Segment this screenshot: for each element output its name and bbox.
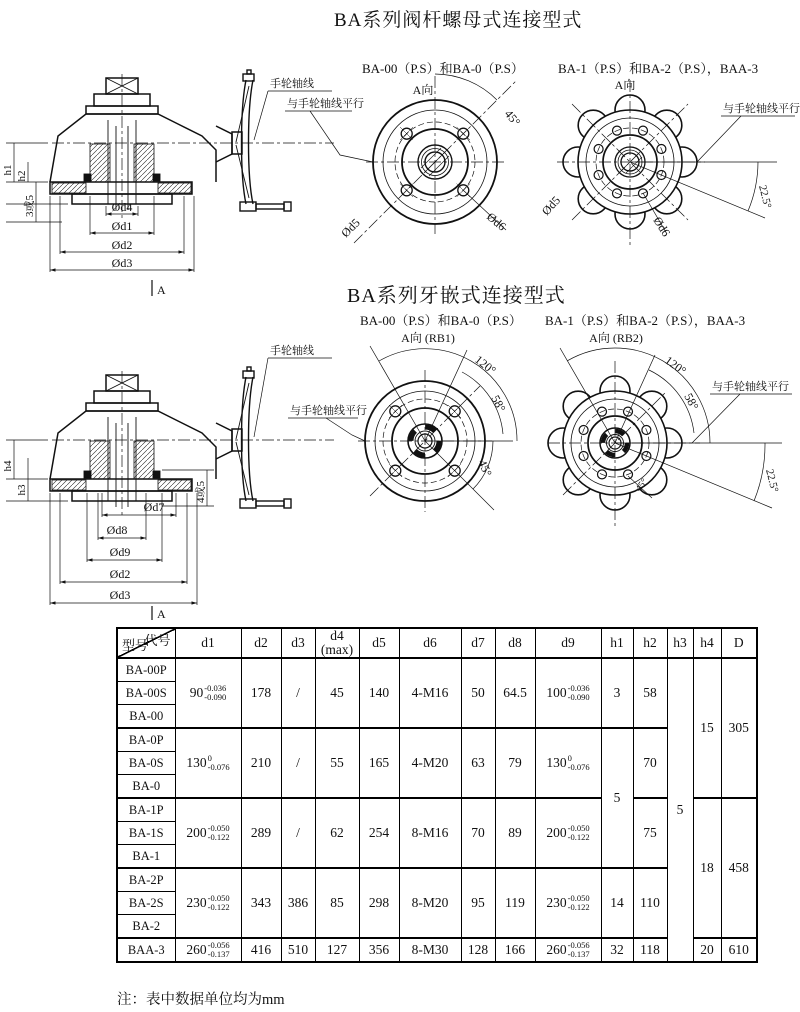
d9-sup: -0.036 [567,683,590,694]
subtitle-s2-large: BA-1（P.S）和BA-2（P.S），BAA-3 [545,313,746,328]
value-cell: 127 [315,938,359,962]
value-cell: 63 [461,728,495,798]
value-cell: 140 [359,658,399,728]
dim-d6-label: Ød6 [484,209,509,234]
model-cell: BA-1P [117,798,175,822]
model-cell: BA-0P [117,728,175,752]
value-cell: 8-M30 [399,938,461,962]
value-cell: 89 [495,798,535,868]
d9-base: 230 [546,895,567,911]
corner-top-label: 代号 [144,633,171,648]
value-cell: 343 [241,868,281,938]
model-cell: BA-0 [117,775,175,799]
dim-d6-label: Ød6 [650,214,674,240]
d9-sub: -0.122 [567,832,590,843]
d1-sub: -0.122 [207,902,230,913]
angle-58-label: 58° [488,392,509,415]
value-cell: 70 [633,728,667,798]
value-cell: 5 [667,658,693,962]
value-cell: 289 [241,798,281,868]
parallel-label-group [692,379,792,443]
col-header-d2: d2 [241,628,281,658]
d1-sup: -0.050 [207,823,230,834]
view-a-rb1-label: A向 (RB1) [401,331,455,345]
value-cell: / [281,658,315,728]
dim-d8: Ød8 [106,523,128,537]
table-row [117,798,757,822]
d9-base: 260 [546,942,567,958]
d9-sub: -0.122 [567,902,590,913]
value-cell: 62 [315,798,359,868]
jaw-flange-small-view [278,328,550,565]
dim-h3: h3 [16,484,28,496]
value-cell: 55 [315,728,359,798]
model-cell: BA-00P [117,658,175,682]
col-header-d4 [315,628,359,658]
dim-d3: Ød3 [111,256,133,270]
dim-h4: h4 [2,460,14,472]
col-header-h2: h2 [633,628,667,658]
value-cell: 18 [693,798,721,938]
value-cell: 64.5 [495,658,535,728]
parallel-label: 与手轮轴线平行 [723,103,800,115]
col-header-d8: d8 [495,628,535,658]
d9-base: 130 [546,755,567,771]
col-header-d6: d6 [399,628,461,658]
page-title: BA系列阀杆螺母式连接型式 [334,10,583,31]
angle-45-label: 45° [501,106,524,129]
value-cell: 32 [601,938,633,962]
value-cell: 4-M16 [399,658,461,728]
value-cell: 119 [495,868,535,938]
value-cell: 70 [461,798,495,868]
dim-d2: Ød2 [111,238,133,252]
value-cell: 8-M16 [399,798,461,868]
jaw-flange-large-view [542,330,800,582]
section2-title: BA系列牙嵌式连接型式 [347,285,566,307]
value-cell: 85 [315,868,359,938]
section-hatching [52,441,191,490]
value-cell: 305 [721,658,757,798]
value-cell: 298 [359,868,399,938]
model-cell: BA-00S [117,682,175,705]
dim-h2: h2 [16,170,28,182]
value-cell: 79 [495,728,535,798]
marker-a-text: A [157,283,166,297]
d1-sub: -0.090 [204,692,227,703]
value-cell [175,868,241,938]
dim-d1: Ød1 [111,219,133,233]
col-header-h1: h1 [601,628,633,658]
view-a-label: A向 [412,83,434,97]
d9-sup: -0.056 [567,940,590,951]
dim-d2: Ød2 [109,567,131,581]
parallel-label-group [288,403,367,441]
dim-gasket: 3或5 [24,195,36,217]
value-cell: 128 [461,938,495,962]
dim-d4: Ød4 [111,200,133,214]
d1-base: 230 [186,895,207,911]
value-cell: / [281,798,315,868]
view-marker-a [152,606,166,621]
value-cell: 165 [359,728,399,798]
d9-sub: -0.137 [567,949,590,960]
model-cell: BA-1S [117,822,175,845]
angle-45-wedge [435,74,497,100]
value-cell [535,658,601,728]
value-cell [535,798,601,868]
value-cell: 178 [241,658,281,728]
stem-nut-flange-small-view [280,62,545,274]
d1-sup: -0.056 [207,940,230,951]
d1-base: 90 [189,685,204,701]
table-row [117,938,757,962]
d1-base: 200 [186,825,207,841]
axis-label: 手轮轴线 [270,345,314,357]
view-a-label: A向 [614,78,636,92]
parallel-label-group [697,101,800,162]
value-cell: 610 [721,938,757,962]
dim-d3: Ød3 [109,588,131,602]
view-marker-a [152,280,166,297]
value-cell: 4-M20 [399,728,461,798]
model-cell: BAA-3 [117,938,175,962]
d1-sup: -0.036 [204,683,227,694]
value-cell: 210 [241,728,281,798]
angle-120-label: 120° [472,352,499,378]
model-cell: BA-2S [117,892,175,915]
model-cell: BA-1 [117,845,175,869]
dim-d5-label: Ød5 [338,215,363,241]
axis-label: 手轮轴线 [270,78,314,90]
value-cell: 166 [495,938,535,962]
col-header-d3: d3 [281,628,315,658]
value-cell: 50 [461,658,495,728]
dim-gasket: 4或5 [195,481,207,503]
col-header-d7: d7 [461,628,495,658]
dimension-table [116,627,758,963]
angle-225-label: 22.5° [763,467,781,494]
model-cell: BA-0S [117,752,175,775]
col-header-h3: h3 [667,628,693,658]
col-header-d4-line2: (max) [320,642,354,658]
d9-base: 200 [546,825,567,841]
angle-120-label: 120° [662,353,689,378]
d1-base: 130 [186,755,207,771]
model-cell: BA-2 [117,915,175,939]
parallel-label-group [285,96,373,162]
d9-sub: -0.076 [567,762,590,773]
value-cell [535,868,601,938]
value-cell: / [281,728,315,798]
col-header-d5: d5 [359,628,399,658]
value-cell: 75 [633,798,667,868]
value-cell: 20 [693,938,721,962]
view-a-rb2-label: A向 (RB2) [589,331,643,345]
subtitle-s1-small: BA-00（P.S）和BA-0（P.S） [362,61,524,76]
value-cell: 14 [601,868,633,938]
dim-h1: h1 [2,164,14,176]
d1-sub: -0.122 [207,832,230,843]
d9-base: 100 [546,685,567,701]
section-hatching [52,144,191,193]
angle-58-label: 58° [681,390,702,413]
value-cell: 386 [281,868,315,938]
value-cell: 458 [721,798,757,938]
value-cell: 356 [359,938,399,962]
model-cell: BA-00 [117,705,175,729]
corner-header-cell [117,628,175,658]
d1-base: 260 [186,942,207,958]
col-header-h4: h4 [693,628,721,658]
table-row [117,868,757,892]
d9-sup: -0.050 [567,823,590,834]
value-cell [175,658,241,728]
value-cell [175,728,241,798]
value-cell: 254 [359,798,399,868]
d9-sup: -0.050 [567,893,590,904]
parallel-label: 与手轮轴线平行 [290,405,367,417]
subtitle-s2-small: BA-00（P.S）和BA-0（P.S） [360,313,522,328]
value-cell [175,798,241,868]
dim-d7: Ød7 [143,500,165,514]
angle-45-label: 45° [475,457,495,479]
d1-sub: -0.076 [207,762,230,773]
table-note: 注：表中数据单位均为mm [117,992,285,1008]
value-cell: 118 [633,938,667,962]
table-row [117,728,757,752]
col-header-d4-line1: d4 [330,628,344,643]
col-header-d1: d1 [175,628,241,658]
parallel-label: 与手轮轴线平行 [712,381,789,393]
value-cell: 110 [633,868,667,938]
d1-sub: -0.137 [207,949,230,960]
d1-sup: 0 [207,753,212,764]
table-row [117,658,757,682]
d1-sup: -0.050 [207,893,230,904]
angle-225-label: 22.5° [756,183,774,210]
d9-sup: 0 [567,753,572,764]
angle-45-label: 45° [634,477,651,494]
stem-nut-flange-large-view [538,58,800,275]
marker-a-text: A [157,607,166,621]
value-cell: 58 [633,658,667,728]
value-cell: 416 [241,938,281,962]
value-cell [535,938,601,962]
model-cell: BA-2P [117,868,175,892]
dim-d5-label: Ød5 [538,193,564,219]
corner-bottom-label: 型号 [122,637,149,653]
value-cell: 3 [601,658,633,728]
value-cell: 45 [315,658,359,728]
value-cell: 95 [461,868,495,938]
dim-d9: Ød9 [109,545,131,559]
value-cell [175,938,241,962]
value-cell: 15 [693,658,721,798]
value-cell: 510 [281,938,315,962]
value-cell: 5 [601,728,633,868]
parallel-label: 与手轮轴线平行 [287,98,364,110]
d9-sub: -0.090 [567,692,590,703]
value-cell: 8-M20 [399,868,461,938]
col-header-d9: d9 [535,628,601,658]
value-cell [535,728,601,798]
col-header-D: D [721,628,757,658]
subtitle-s1-large: BA-1（P.S）和BA-2（P.S），BAA-3 [558,61,759,76]
